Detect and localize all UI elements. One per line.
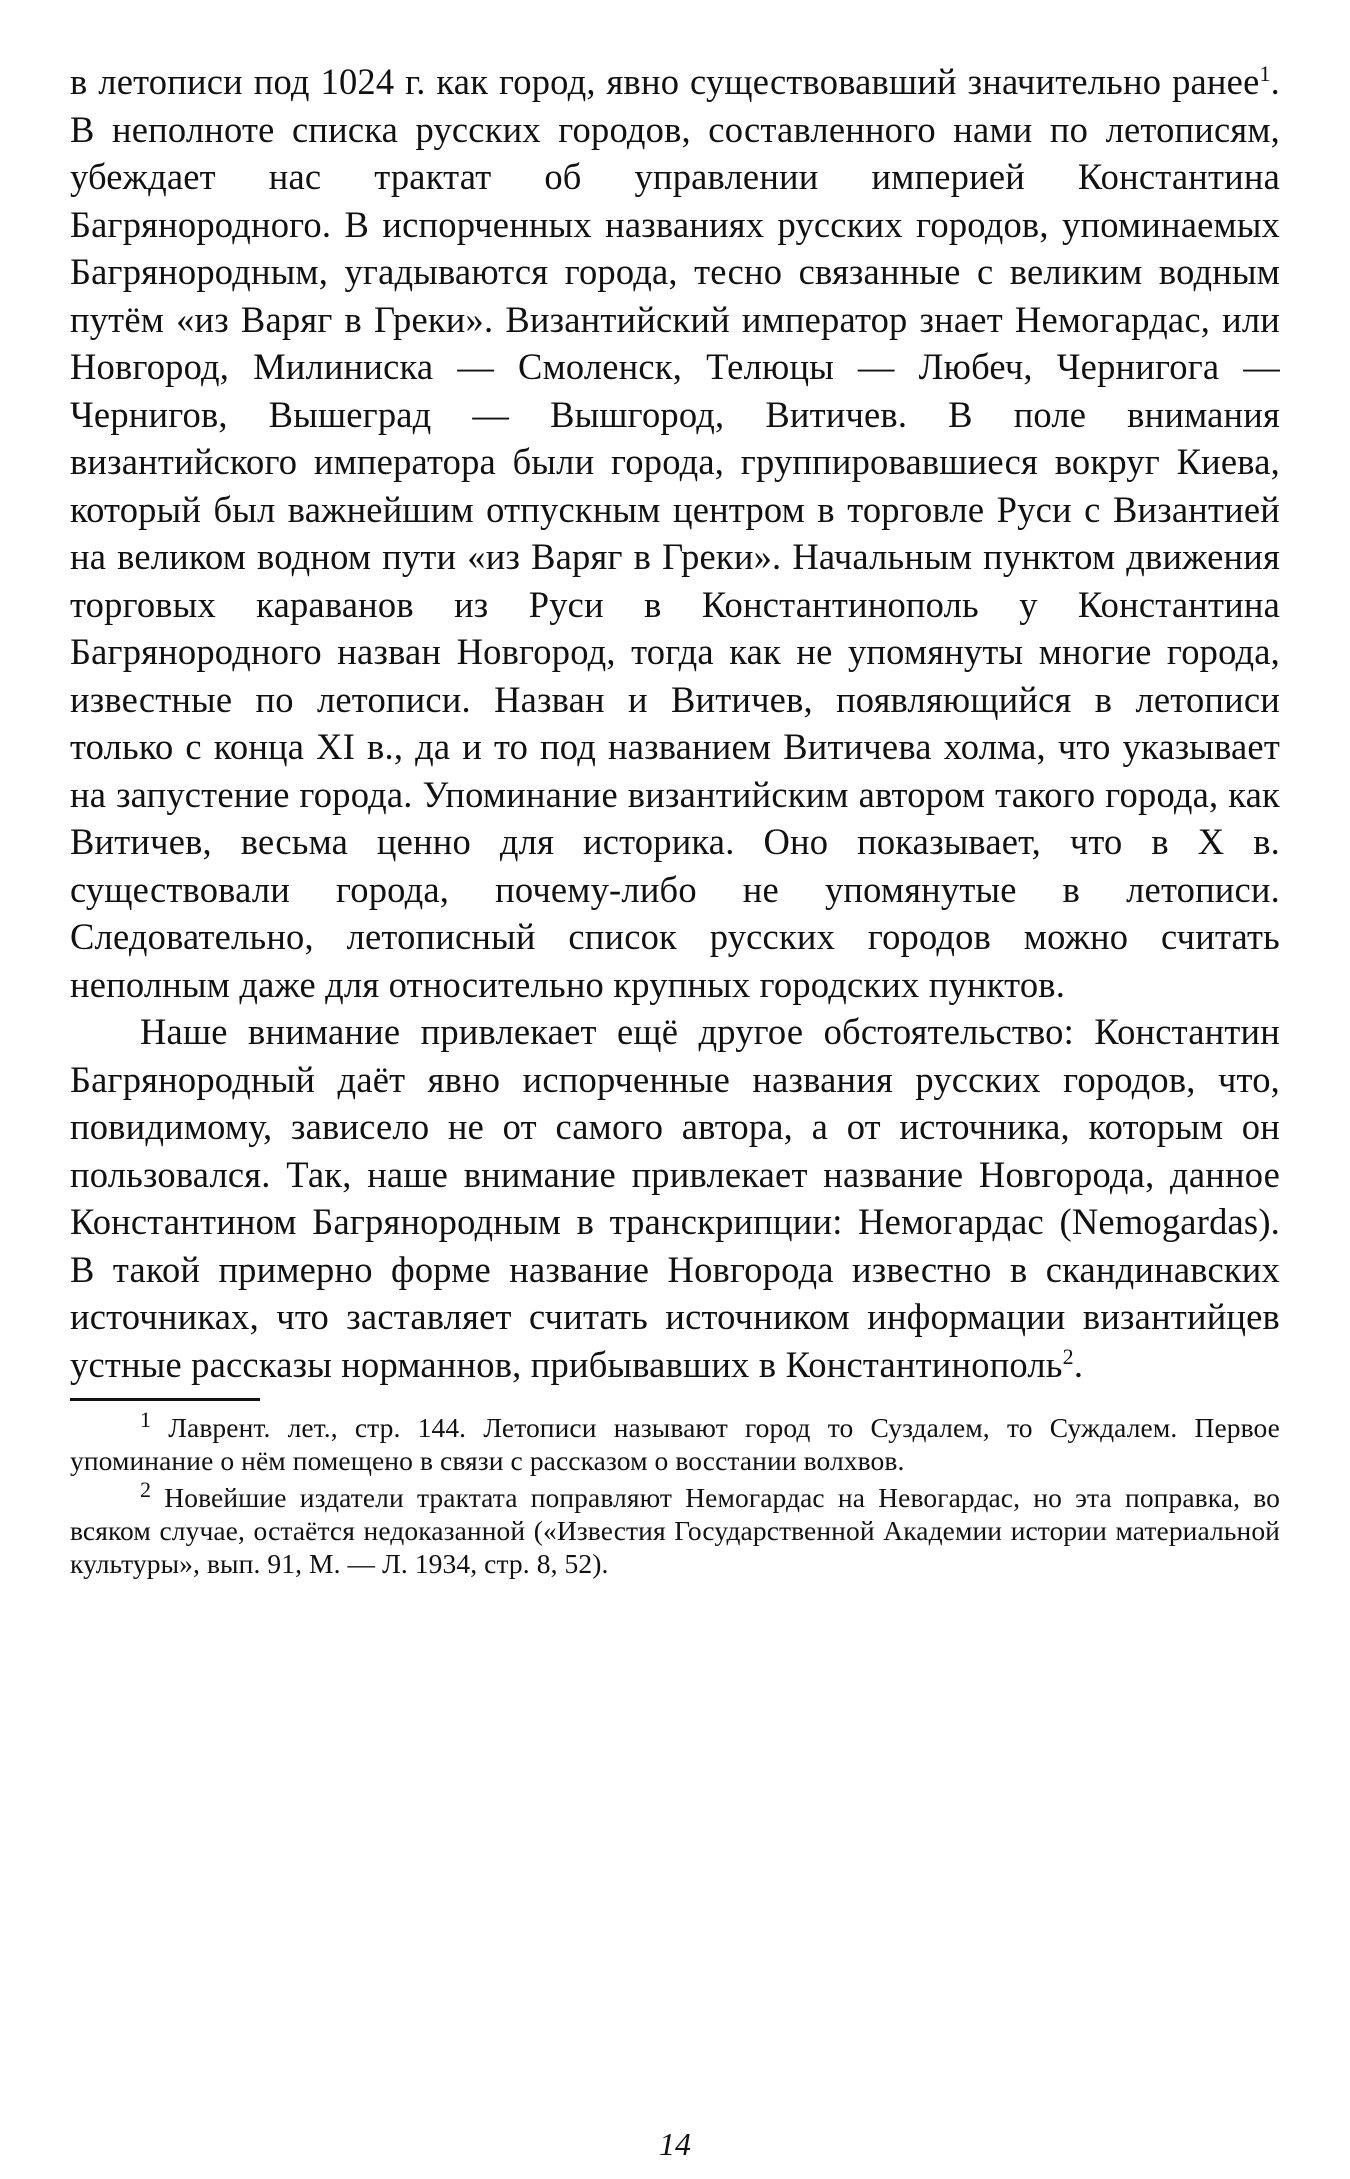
footnote-1-marker: 1	[140, 1406, 152, 1432]
footnote-reference-1[interactable]: 1	[1259, 60, 1271, 86]
body-paragraph-1	[70, 58, 1280, 1008]
footnote-reference-2[interactable]: 2	[1062, 1343, 1074, 1369]
footnote-2	[70, 1476, 1280, 1580]
footnote-2-text: Новейшие издатели трактата поправляют Немогардас на Невогардас, но эта поправка, во всяком случае, остаётся недоказанной («Известия Государственной Академии истории материальной культуры», вып. 91, М. — Л. 1934, стр. 8, 52).	[70, 1482, 1280, 1579]
footnote-1	[70, 1406, 1280, 1477]
footnote-1-text: Лаврент. лет., стр. 144. Летописи называют город то Суздалем, то Суждалем. Первое упоминание о нём помещено в связи с рассказом о восстании волхвов.	[70, 1412, 1280, 1476]
body-paragraph-2	[70, 1008, 1280, 1388]
page-number: 14	[659, 2126, 691, 2162]
page-content	[70, 58, 1280, 1580]
paragraph-1-text-start: в летописи под 1024 г. как город, явно существовавший значительно ранее	[70, 61, 1260, 102]
footnote-divider	[70, 1398, 260, 1401]
paragraph-1-text-end: . В неполноте списка русских городов, составленного нами по летописям, убеждает нас трактат об управлении империей Константина Багрянородного. В испорченных названиях русских городов, упоминаемых Багрянородным, угадываются города, тесно связанные с великим водным путём «из Варяг в Греки». Византийский император знает Немогардас, или Новгород, Милиниска — Смоленск, Телюцы — Любеч, Чернигога — Чернигов, Вышеград — Вышгород, Витичев. В поле внимания византийского императора были города, группировавшиеся вокруг Киева, который был важнейшим отпускным центром в торговле Руси с Византией на великом водном пути «из Варяг в Греки». Начальным пунктом движения торговых караванов из Руси в Константинополь у Константина Багрянородного назван Новгород, тогда как не упомянуты многие города, известные по летописи. Назван и Витичев, появляющийся в летописи только с конца XI в., да и то под названием Витичева холма, что указывает на запустение города. Упоминание византийским автором такого города, как Витичев, весьма ценно для историка. Оно показывает, что в X в. существовали города, почему-либо не упомянутые в летописи. Следовательно, летописный список русских городов можно считать неполным даже для относительно крупных городских пунктов.	[70, 61, 1280, 1005]
paragraph-2-text-start: Наше внимание привлекает ещё другое обстоятельство: Константин Багрянородный даёт явно испорченные названия русских городов, что, повидимому, зависело не от самого автора, а от источника, которым он пользовался. Так, наше внимание привлекает название Новгорода, данное Константином Багрянородным в транскрипции: Немогардас (Nemogardas). В такой примерно форме название Новгорода известно в скандинавских источниках, что заставляет считать источником информации византийцев устные рассказы норманнов, прибывавших в Константинополь	[70, 1011, 1280, 1385]
paragraph-2-text-end: .	[1073, 1343, 1084, 1385]
footnote-2-marker: 2	[140, 1476, 152, 1502]
